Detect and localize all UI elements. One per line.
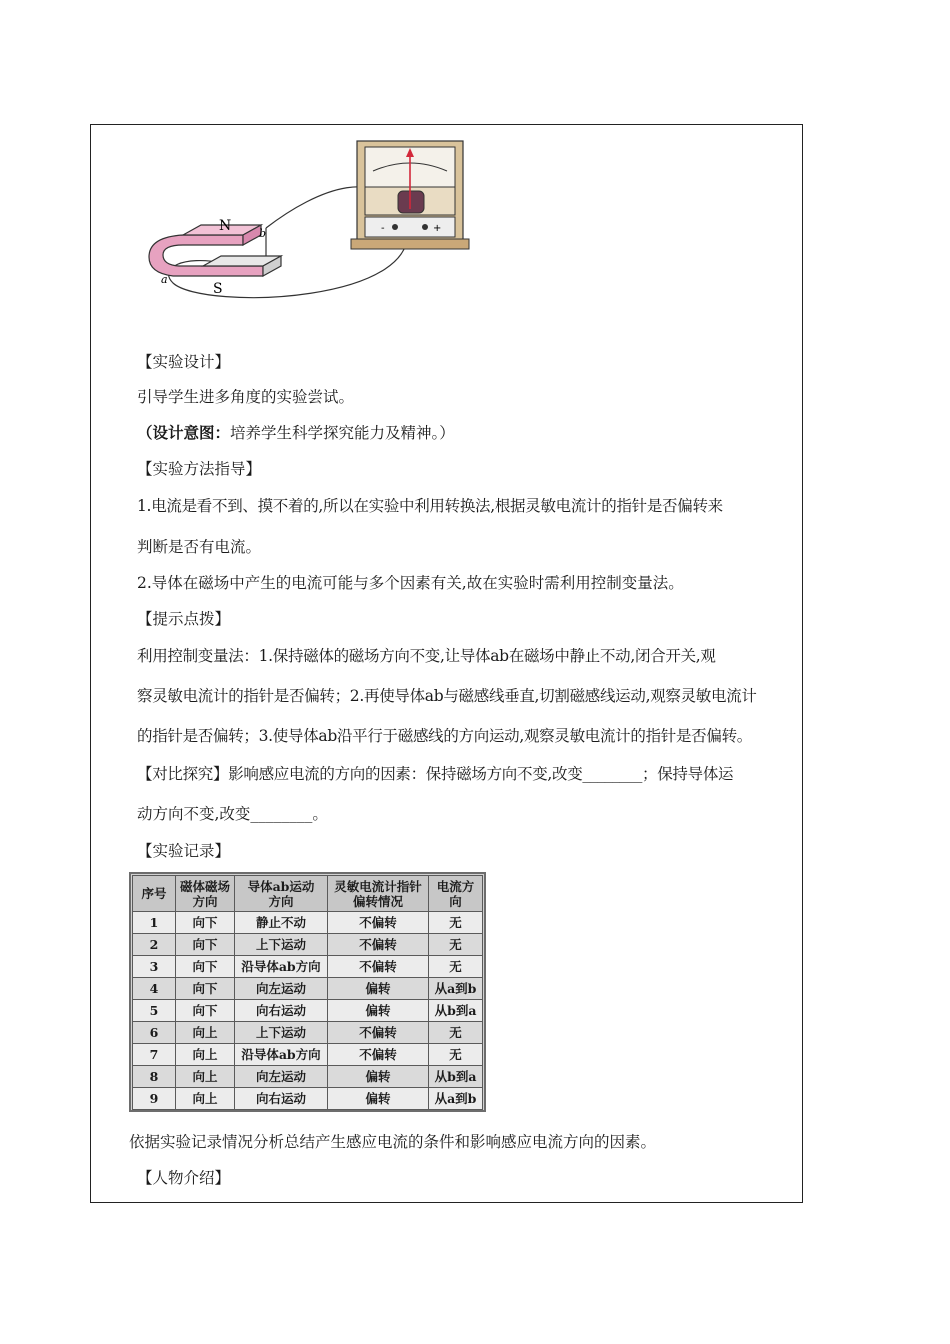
terminal-minus: - xyxy=(381,223,385,234)
table-header-row xyxy=(133,876,483,912)
table-row xyxy=(133,1088,483,1110)
method-item-1-line1: 1.电流是看不到、摸不着的,所以在实验中利用转换法,根据灵敏电流计的指针是否偏转来 xyxy=(137,497,723,515)
cell-magnet: 向下 xyxy=(176,934,235,956)
cell-magnet: 向下 xyxy=(176,978,235,1000)
cell-motion: 向右运动 xyxy=(235,1088,328,1110)
cell-current: 从a到b xyxy=(429,1088,483,1110)
magnet-label-n: N xyxy=(219,218,232,234)
cell-deflection: 偏转 xyxy=(328,1088,429,1110)
cell-current: 从b到a xyxy=(429,1000,483,1022)
cell-current: 无 xyxy=(429,956,483,978)
record-title: 【实验记录】 xyxy=(137,842,231,860)
method-title: 【实验方法指导】 xyxy=(137,460,262,478)
header-seq: 序号 xyxy=(133,876,176,912)
cell-motion: 沿导体ab方向 xyxy=(235,1044,328,1066)
cell-motion: 静止不动 xyxy=(235,912,328,934)
magnet-label-s: S xyxy=(213,281,223,297)
cell-deflection: 偏转 xyxy=(328,978,429,1000)
cell-motion: 上下运动 xyxy=(235,1022,328,1044)
cell-current: 从a到b xyxy=(429,978,483,1000)
cell-motion: 沿导体ab方向 xyxy=(235,956,328,978)
cell-magnet: 向下 xyxy=(176,912,235,934)
cell-magnet: 向上 xyxy=(176,1066,235,1088)
cell-deflection: 不偏转 xyxy=(328,912,429,934)
cell-current: 无 xyxy=(429,1022,483,1044)
header-needle-deflection: 灵敏电流计指针偏转情况 xyxy=(328,876,429,912)
hint-title: 【提示点拨】 xyxy=(137,610,231,628)
cell-seq: 9 xyxy=(133,1088,176,1110)
cell-current: 从b到a xyxy=(429,1066,483,1088)
table-row xyxy=(133,912,483,934)
cell-deflection: 不偏转 xyxy=(328,1044,429,1066)
cell-motion: 向右运动 xyxy=(235,1000,328,1022)
hint-line-1: 利用控制变量法：1.保持磁体的磁场方向不变,让导体ab在磁场中静止不动,闭合开关,观 xyxy=(137,647,716,665)
header-current-direction: 电流方向 xyxy=(429,876,483,912)
cell-deflection: 不偏转 xyxy=(328,1022,429,1044)
galvanometer xyxy=(351,141,469,249)
cell-seq: 6 xyxy=(133,1022,176,1044)
hint-line-3: 的指针是否偏转；3.使导体ab沿平行于磁感线的方向运动,观察灵敏电流计的指针是否偏转。 xyxy=(137,727,752,745)
cell-deflection: 不偏转 xyxy=(328,956,429,978)
terminal-plus: + xyxy=(433,223,442,234)
hint-line-2: 察灵敏电流计的指针是否偏转；2.再使导体ab与磁感线垂直,切割磁感线运动,观察灵敏电流计 xyxy=(137,687,757,705)
intent-prefix: （设计意图： xyxy=(137,423,231,442)
conductor-label-a: a xyxy=(161,273,168,286)
table-row xyxy=(133,1022,483,1044)
cell-seq: 3 xyxy=(133,956,176,978)
design-intent xyxy=(137,423,455,443)
cell-seq: 5 xyxy=(133,1000,176,1022)
cell-deflection: 不偏转 xyxy=(328,934,429,956)
cell-motion: 向左运动 xyxy=(235,978,328,1000)
cell-motion: 向左运动 xyxy=(235,1066,328,1088)
method-item-1-line2: 判断是否有电流。 xyxy=(137,538,262,556)
table-row xyxy=(133,1000,483,1022)
cell-magnet: 向下 xyxy=(176,1000,235,1022)
compare-line-1: 【对比探究】影响感应电流的方向的因素：保持磁场方向不变,改变________；保持导体运 xyxy=(137,765,734,783)
cell-magnet: 向上 xyxy=(176,1022,235,1044)
cell-seq: 8 xyxy=(133,1066,176,1088)
table-row xyxy=(133,1066,483,1088)
content-frame xyxy=(90,124,803,1203)
method-item-2: 2.导体在磁场中产生的电流可能与多个因素有关,故在实验时需利用控制变量法。 xyxy=(137,574,684,592)
header-conductor-motion: 导体ab运动方向 xyxy=(235,876,328,912)
compare-line-2: 动方向不变,改变________。 xyxy=(137,805,328,823)
conductor-label-b: b xyxy=(259,227,267,240)
conclusion-text: 依据实验记录情况分析总结产生感应电流的条件和影响感应电流方向的因素。 xyxy=(129,1133,657,1151)
experiment-record-table xyxy=(129,872,486,1112)
cell-motion: 上下运动 xyxy=(235,934,328,956)
cell-seq: 2 xyxy=(133,934,176,956)
design-title: 【实验设计】 xyxy=(137,353,231,371)
cell-deflection: 偏转 xyxy=(328,1000,429,1022)
cell-magnet: 向上 xyxy=(176,1088,235,1110)
table-row xyxy=(133,978,483,1000)
cell-current: 无 xyxy=(429,912,483,934)
people-title: 【人物介绍】 xyxy=(137,1169,231,1187)
cell-magnet: 向下 xyxy=(176,956,235,978)
design-text: 引导学生进多角度的实验尝试。 xyxy=(137,388,355,406)
cell-current: 无 xyxy=(429,1044,483,1066)
cell-current: 无 xyxy=(429,934,483,956)
cell-seq: 4 xyxy=(133,978,176,1000)
cell-magnet: 向上 xyxy=(176,1044,235,1066)
header-magnet-direction: 磁体磁场方向 xyxy=(176,876,235,912)
table-row xyxy=(133,956,483,978)
experiment-apparatus-figure xyxy=(143,133,483,323)
intent-text: 培养学生科学探究能力及精神。） xyxy=(230,424,455,442)
cell-deflection: 偏转 xyxy=(328,1066,429,1088)
cell-seq: 7 xyxy=(133,1044,176,1066)
table-row xyxy=(133,1044,483,1066)
table-row xyxy=(133,934,483,956)
cell-seq: 1 xyxy=(133,912,176,934)
